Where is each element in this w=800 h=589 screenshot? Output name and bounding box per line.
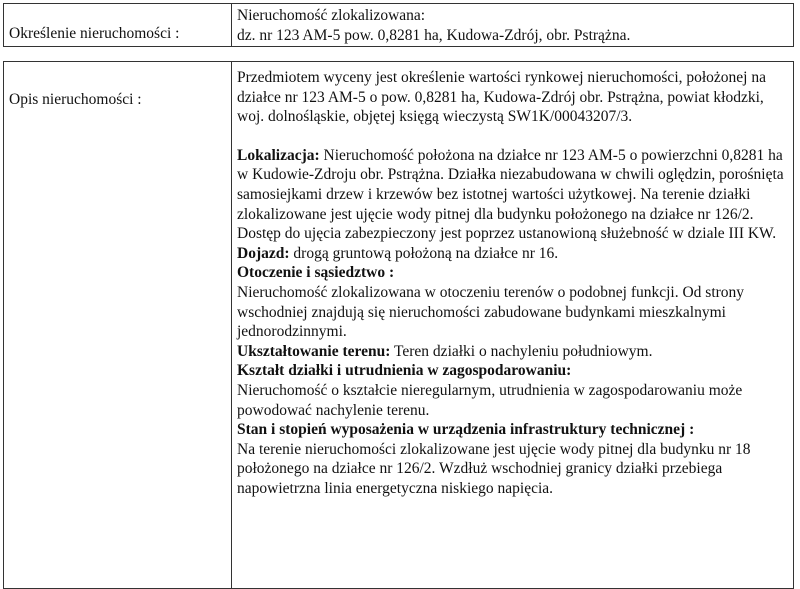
property-identification-value — [232, 4, 794, 47]
access-heading: Dojazd: — [237, 244, 290, 262]
property-location-heading: Nieruchomość zlokalizowana: — [237, 7, 426, 24]
paragraph-spacer — [237, 127, 787, 146]
shape-text: Nieruchomość o kształcie nieregularnym, utrudnienia w zagospodarowaniu może powodować nachylenie terenu. — [237, 381, 743, 419]
valuation-intro-paragraph: Przedmiotem wyceny jest określenie wartości rynkowej nieruchomości, położonej na działce nr 123 AM-5 o pow. 0,8281 ha, Kudowa-Zdrój obr. Pstrążna, powiat kłodzki, woj. dolnośląskie, objętej księgą wieczystą SW1K/00043207/3. — [237, 69, 766, 126]
location-text: Nieruchomość położona na działce nr 123 AM-5 o powierzchni 0,8281 ha w Kudowie-Zdroju obr. Pstrążna. Działka niezabudowana w chwili oględzin, porośnięta samosiejkami drzew i krzewów bez istotnej wartości użytkowej. Na terenie działki zlokalizowane jest ujęcie wody pitnej dla budynku położonego na działce nr 126/2. Dostęp do ujęcia zabezpieczony jest poprzez ustanowioną służebność w dziale III KW. — [237, 146, 784, 243]
surroundings-heading — [237, 263, 787, 283]
table-row — [4, 4, 794, 47]
property-description-value — [232, 62, 794, 589]
access-text: drogą gruntową położoną na działce nr 16. — [289, 244, 559, 262]
surroundings-heading-text: Otoczenie i sąsiedztwo : — [237, 264, 395, 282]
property-identification-table — [3, 3, 794, 47]
infrastructure-text: Na terenie nieruchomości zlokalizowane jest ujęcie wody pitnej dla budynku nr 18 położonego na działce nr 126/2. Wzdłuż wschodniej granicy działki przebiega napowietrzna linia energetyczna niskiego napięcia. — [237, 440, 751, 497]
property-identification-label: Określenie nieruchomości : — [4, 4, 232, 47]
infrastructure-heading-text: Stan i stopień wyposażenia w urządzenia infrastruktury technicznej : — [237, 421, 695, 439]
location-heading: Lokalizacja: — [237, 146, 320, 164]
property-plot-details: dz. nr 123 AM-5 pow. 0,8281 ha, Kudowa-Zdrój, obr. Pstrążna. — [237, 26, 631, 44]
access-section — [237, 244, 787, 264]
shape-heading — [237, 361, 787, 381]
location-section — [237, 146, 787, 244]
property-description-label: Opis nieruchomości : — [4, 62, 232, 589]
surroundings-text: Nieruchomość zlokalizowana w otoczeniu terenów o podobnej funkcji. Od strony wschodniej znajdują się nieruchomości zabudowane budynkami mieszkalnymi jednorodzinnymi. — [237, 283, 745, 341]
table-row — [4, 62, 794, 589]
property-description-table — [3, 61, 794, 589]
infrastructure-heading — [237, 420, 787, 440]
terrain-text: Teren działki o nachyleniu południowym. — [390, 342, 653, 360]
terrain-heading: Ukształtowanie terenu: — [237, 342, 391, 360]
terrain-section — [237, 342, 787, 362]
shape-heading-text: Kształt działki i utrudnienia w zagospodarowaniu: — [237, 362, 572, 380]
